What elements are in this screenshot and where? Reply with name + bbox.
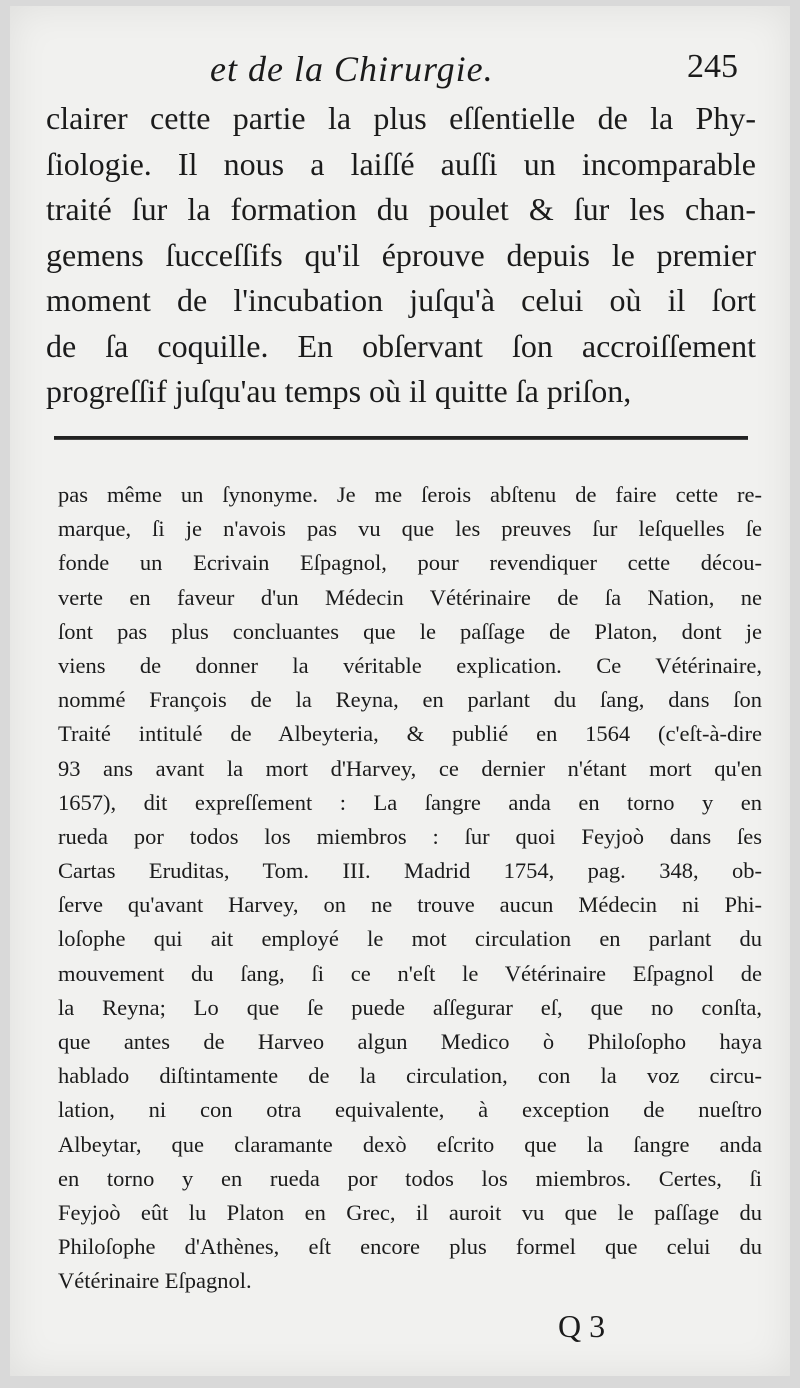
book-page	[10, 6, 790, 1376]
footnote-line: loſophe qui ait employé le mot circulation en parlant du	[58, 926, 762, 952]
footnote-line: en torno y en rueda por todos los miembros. Certes, ſi	[58, 1165, 762, 1191]
footnote-rule	[54, 436, 748, 440]
footnote-line: que antes de Harveo algun Medico ò Philoſopho haya	[58, 1029, 762, 1054]
footnote-line: 93 ans avant la mort d'Harvey, ce dernier n'étant mort qu'en	[58, 755, 762, 781]
footnote-line: ſerve qu'avant Harvey, on ne trouve aucun Médecin ni Phi-	[58, 892, 762, 918]
page-number: 245	[687, 48, 738, 85]
footnote-line: Feyjoò eût lu Platon en Grec, il auroit vu que le paſſage du	[58, 1199, 762, 1225]
footnote-line: mouvement du ſang, ſi ce n'eſt le Vétérinaire Eſpagnol de	[58, 960, 762, 986]
text-line: traité ſur la formation du poulet & ſur les chan-	[46, 191, 756, 227]
footnote-line: rueda por todos los miembros : ſur quoi Feyjoò dans ſes	[58, 823, 762, 849]
footnote-line: fonde un Ecrivain Eſpagnol, pour revendiquer cette décou-	[58, 550, 762, 576]
text-line: ſiologie. Il nous a laiſſé auſſi un incomparable	[46, 145, 756, 182]
running-title: et de la Chirurgie.	[210, 49, 494, 89]
footnote-line: lation, ni con otra equivalente, à exception de nueſtro	[58, 1097, 762, 1123]
footnote-line: la Reyna; Lo que ſe puede aſſegurar eſ, que no conſta,	[58, 994, 762, 1020]
footnote-line: hablado diſtintamente de la circulation, con la voz circu-	[58, 1063, 762, 1089]
footnote	[58, 478, 762, 1299]
footnote-line: Philoſophe d'Athènes, eſt encore plus formel que celui du	[58, 1234, 762, 1260]
footnote-line: Cartas Eruditas, Tom. III. Madrid 1754, pag. 348, ob-	[58, 858, 762, 884]
text-line: moment de l'incubation juſqu'à celui où il ſort	[46, 282, 756, 318]
signature-mark: Q 3	[558, 1308, 606, 1344]
footnote-line: verte en faveur d'un Médecin Vétérinaire de ſa Nation, ne	[58, 584, 762, 610]
running-head	[10, 48, 790, 98]
main-text	[46, 96, 756, 415]
footnote-line: Traité intitulé de Albeyteria, & publié en 1564 (c'eſt-à-dire	[58, 721, 762, 747]
footnote-line: nommé François de la Reyna, en parlant du ſang, dans ſon	[58, 687, 762, 713]
footnote-line: marque, ſi je n'avois pas vu que les preuves ſur leſquelles ſe	[58, 516, 762, 542]
footnote-line: ſont pas plus concluantes que le paſſage de Platon, dont je	[58, 618, 762, 644]
text-line: progreſſif juſqu'au temps où il quitte ſa priſon,	[46, 373, 632, 409]
footnote-line: Albeytar, que claramante dexò eſcrito que la ſangre anda	[58, 1131, 762, 1157]
footnote-line: Vétérinaire Eſpagnol.	[58, 1268, 252, 1294]
text-line: gemens ſucceſſifs qu'il éprouve depuis le premier	[46, 236, 756, 273]
footnote-line: 1657), dit expreſſement : La ſangre anda en torno y en	[58, 789, 762, 815]
footnote-line: pas même un ſynonyme. Je me ſerois abſtenu de faire cette re-	[58, 482, 762, 507]
footnote-line: viens de donner la véritable explication. Ce Vétérinaire,	[58, 652, 762, 678]
text-line: de ſa coquille. En obſervant ſon accroiſſement	[46, 327, 756, 364]
text-line: clairer cette partie la plus eſſentielle de la Phy-	[46, 100, 756, 136]
